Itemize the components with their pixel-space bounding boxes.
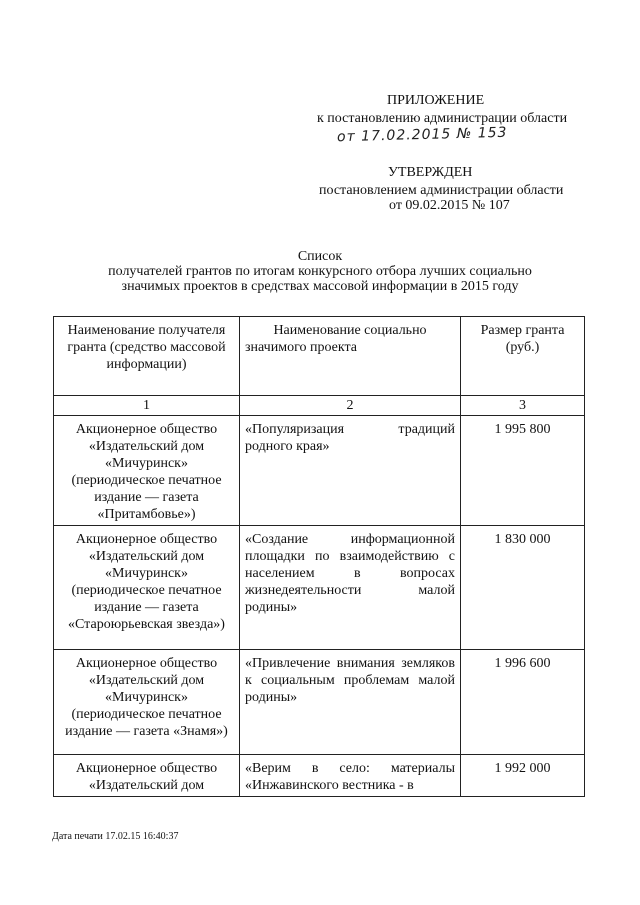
table-row [54,650,585,755]
document-title: Список [297,249,343,264]
table-row [54,416,585,526]
project-cell: «Создание информационной площадки по взаимодействию с населением в вопросах жизнедеятельности малой родины» [240,526,461,650]
recipient-cell: Акционерное общество «Издательский дом «Мичуринск» (периодическое печатное издание — газета «Староюрьевская звезда») [54,526,240,650]
document-subtitle-line-1: получателей грантов по итогам конкурсного отбора лучших социально [108,264,532,279]
table-row [54,755,585,797]
recipient-cell: Акционерное общество «Издательский дом [54,755,240,797]
table-header-row [54,317,585,396]
approved-by-line: постановлением администрации области [319,183,564,198]
approved-title: УТВЕРЖДЕН [388,165,473,180]
header-project: Наименование социально значимого проекта [240,317,461,396]
approved-date-line: от 09.02.2015 № 107 [389,198,510,213]
document-subtitle-line-2: значимых проектов в средствах массовой информации в 2015 году [121,279,519,294]
project-cell: «Популяризация традиций родного края» [240,416,461,526]
project-cell: «Верим в село: материалы «Инжавинского вестника - в [240,755,461,797]
grants-table [53,316,585,797]
column-number: 1 [54,396,240,416]
appendix-title: ПРИЛОЖЕНИЕ [387,93,485,108]
project-cell: «Привлечение внимания земляков к социальным проблемам малой родины» [240,650,461,755]
column-number-row [54,396,585,416]
appendix-reference: к постановлению администрации области [317,111,568,126]
amount-cell: 1 830 000 [461,526,585,650]
recipient-cell: Акционерное общество «Издательский дом «Мичуринск» (периодическое печатное издание — газета «Знамя») [54,650,240,755]
column-number: 3 [461,396,585,416]
amount-cell: 1 996 600 [461,650,585,755]
header-amount: Размер гранта (руб.) [461,317,585,396]
amount-cell: 1 995 800 [461,416,585,526]
recipient-cell: Акционерное общество «Издательский дом «Мичуринск» (периодическое печатное издание — газета «Притамбовье») [54,416,240,526]
amount-cell: 1 992 000 [461,755,585,797]
header-recipient: Наименование получателя гранта (средство массовой информации) [54,317,240,396]
handwritten-date-number: от 17.02.2015 № 153 [336,124,508,146]
print-date-footer: Дата печати 17.02.15 16:40:37 [52,831,179,842]
column-number: 2 [240,396,461,416]
table-row [54,526,585,650]
